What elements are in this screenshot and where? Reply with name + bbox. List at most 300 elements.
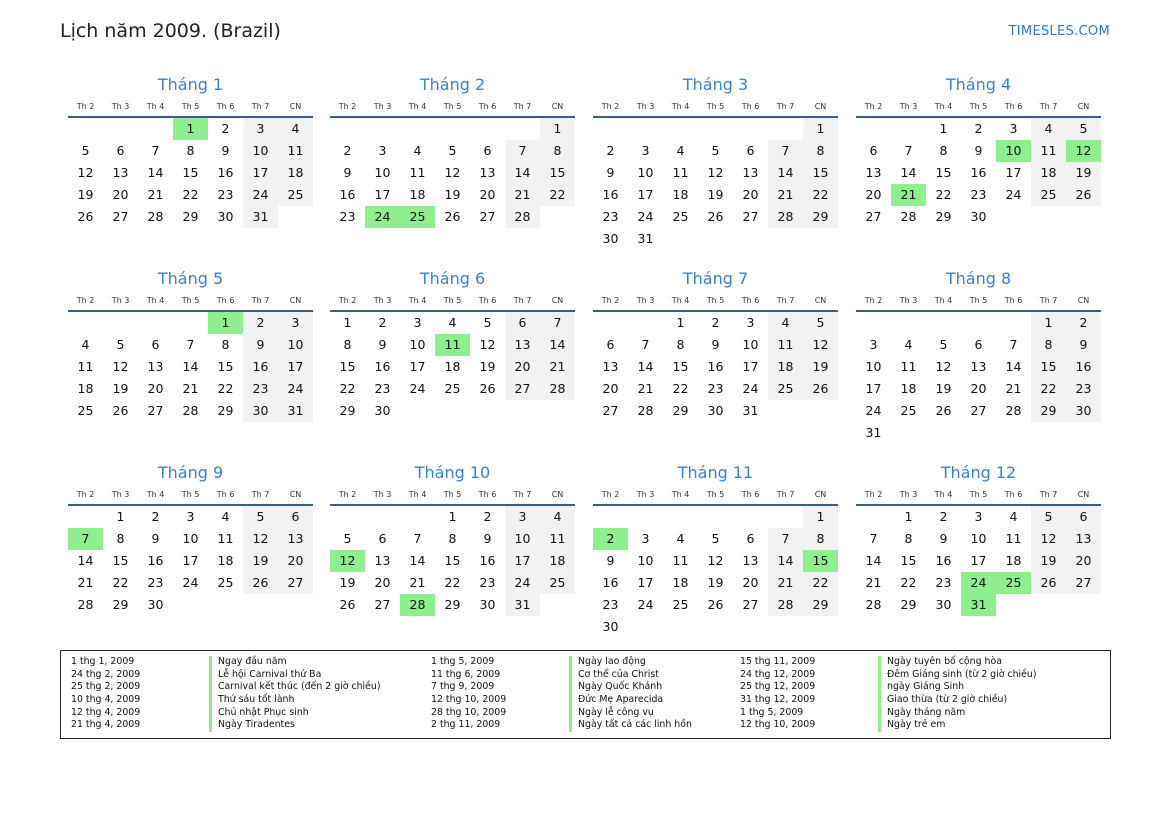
day-cell: 24 bbox=[182, 575, 199, 590]
day-cell: 30 bbox=[479, 597, 496, 612]
day-cell: 26 bbox=[479, 381, 496, 396]
day-cell: 30 bbox=[374, 403, 391, 418]
month-1 bbox=[68, 73, 313, 228]
legend-holiday-name: Lễ hội Carnival thứ Ba bbox=[209, 669, 321, 682]
day-cell: 29 bbox=[182, 209, 199, 224]
legend-date: 11 thg 6, 2009 bbox=[431, 668, 501, 680]
weekday-label: Th 6 bbox=[478, 102, 497, 111]
weekday-label: Th 5 bbox=[443, 102, 462, 111]
page-title: Lịch năm 2009. (Brazil) bbox=[60, 20, 281, 42]
day-grid bbox=[593, 506, 838, 638]
day-cell: 21 bbox=[1005, 381, 1022, 396]
day-cell: 31 bbox=[865, 425, 882, 440]
day-cell: 3 bbox=[1009, 121, 1018, 136]
day-cell: 1 bbox=[939, 121, 948, 136]
month-10 bbox=[330, 461, 575, 616]
holiday-day-cell: 1 bbox=[208, 312, 243, 334]
weekday-label: Th 4 bbox=[408, 490, 427, 499]
weekday-header bbox=[330, 293, 575, 309]
legend-date: 12 thg 10, 2009 bbox=[740, 719, 816, 731]
legend-holiday-name: Ngày lễ công vụ bbox=[569, 707, 654, 720]
day-cell: 22 bbox=[900, 575, 917, 590]
legend-date: 2 thg 11, 2009 bbox=[431, 719, 501, 731]
day-cell: 29 bbox=[217, 403, 234, 418]
day-cell: 21 bbox=[768, 572, 803, 594]
day-cell: 29 bbox=[339, 403, 356, 418]
day-cell: 8 bbox=[676, 337, 685, 352]
day-cell: 4 bbox=[540, 506, 575, 528]
weekday-label: Th 4 bbox=[408, 102, 427, 111]
day-cell: 7 bbox=[151, 143, 160, 158]
weekday-label: Th 7 bbox=[1039, 296, 1058, 305]
day-cell: 3 bbox=[746, 315, 755, 330]
weekday-label: Th 2 bbox=[601, 296, 620, 305]
day-cell: 4 bbox=[413, 143, 422, 158]
weekday-label: Th 5 bbox=[969, 490, 988, 499]
day-cell: 17 bbox=[243, 162, 278, 184]
day-cell: 19 bbox=[112, 381, 129, 396]
day-cell: 26 bbox=[243, 572, 278, 594]
day-cell: 5 bbox=[711, 143, 720, 158]
day-cell: 10 bbox=[374, 165, 391, 180]
day-cell: 11 bbox=[900, 359, 917, 374]
empty-cell bbox=[400, 118, 435, 140]
day-cell: 3 bbox=[413, 315, 422, 330]
month-title: Tháng 11 bbox=[677, 463, 754, 482]
day-cell: 19 bbox=[935, 381, 952, 396]
holiday-day-cell: 7 bbox=[68, 528, 103, 550]
day-cell: 23 bbox=[479, 575, 496, 590]
day-cell: 20 bbox=[479, 187, 496, 202]
day-cell: 28 bbox=[77, 597, 94, 612]
day-cell: 18 bbox=[900, 381, 917, 396]
empty-cell bbox=[856, 312, 891, 334]
day-cell: 26 bbox=[1031, 572, 1066, 594]
weekday-header bbox=[856, 99, 1101, 115]
month-title: Tháng 9 bbox=[157, 463, 224, 482]
day-cell: 29 bbox=[803, 206, 838, 228]
day-cell: 23 bbox=[339, 209, 356, 224]
day-cell: 21 bbox=[182, 381, 199, 396]
day-cell: 27 bbox=[479, 209, 496, 224]
weekday-label: Th 3 bbox=[636, 296, 655, 305]
empty-cell bbox=[365, 506, 400, 528]
day-cell: 22 bbox=[935, 187, 952, 202]
weekday-label: Th 4 bbox=[146, 490, 165, 499]
day-cell: 1 bbox=[1031, 312, 1066, 334]
day-cell: 2 bbox=[151, 509, 160, 524]
day-cell: 3 bbox=[869, 337, 878, 352]
month-title: Tháng 10 bbox=[414, 463, 491, 482]
day-cell: 17 bbox=[1005, 165, 1022, 180]
weekday-label: Th 2 bbox=[338, 296, 357, 305]
holiday-day-cell: 10 bbox=[996, 140, 1031, 162]
day-cell: 13 bbox=[742, 165, 759, 180]
day-cell: 19 bbox=[1031, 550, 1066, 572]
day-cell: 10 bbox=[182, 531, 199, 546]
day-cell: 16 bbox=[602, 187, 619, 202]
day-grid bbox=[593, 312, 838, 422]
day-cell: 22 bbox=[1031, 378, 1066, 400]
day-cell: 3 bbox=[505, 506, 540, 528]
day-cell: 4 bbox=[1009, 509, 1018, 524]
weekday-label: Th 7 bbox=[251, 490, 270, 499]
day-cell: 15 bbox=[217, 359, 234, 374]
holiday-day-cell: 15 bbox=[803, 550, 838, 572]
day-cell: 22 bbox=[339, 381, 356, 396]
day-cell: 13 bbox=[970, 359, 987, 374]
day-cell: 24 bbox=[409, 381, 426, 396]
day-cell: 11 bbox=[77, 359, 94, 374]
day-cell: 21 bbox=[409, 575, 426, 590]
day-cell: 11 bbox=[768, 334, 803, 356]
day-cell: 26 bbox=[803, 378, 838, 400]
day-cell: 4 bbox=[448, 315, 457, 330]
weekday-label: Th 2 bbox=[338, 102, 357, 111]
day-cell: 20 bbox=[147, 381, 164, 396]
day-cell: 9 bbox=[974, 143, 983, 158]
empty-cell bbox=[365, 118, 400, 140]
day-cell: 24 bbox=[865, 403, 882, 418]
day-grid bbox=[68, 506, 313, 616]
day-cell: 5 bbox=[711, 531, 720, 546]
day-cell: 1 bbox=[904, 509, 913, 524]
day-cell: 18 bbox=[77, 381, 94, 396]
month-11 bbox=[593, 461, 838, 638]
day-cell: 3 bbox=[378, 143, 387, 158]
month-title: Tháng 6 bbox=[419, 269, 486, 288]
empty-cell bbox=[926, 312, 961, 334]
day-cell: 25 bbox=[540, 572, 575, 594]
day-cell: 5 bbox=[448, 143, 457, 158]
day-cell: 2 bbox=[606, 143, 615, 158]
day-cell: 16 bbox=[339, 187, 356, 202]
day-cell: 28 bbox=[768, 594, 803, 616]
empty-cell bbox=[733, 118, 768, 140]
day-cell: 1 bbox=[676, 315, 685, 330]
day-cell: 26 bbox=[112, 403, 129, 418]
day-cell: 2 bbox=[243, 312, 278, 334]
day-cell: 28 bbox=[768, 206, 803, 228]
day-cell: 26 bbox=[707, 597, 724, 612]
weekday-header bbox=[68, 293, 313, 309]
day-cell: 10 bbox=[637, 165, 654, 180]
day-cell: 23 bbox=[147, 575, 164, 590]
day-cell: 5 bbox=[243, 506, 278, 528]
day-cell: 21 bbox=[77, 575, 94, 590]
day-cell: 13 bbox=[374, 553, 391, 568]
weekday-label: Th 5 bbox=[706, 490, 725, 499]
empty-cell bbox=[173, 312, 208, 334]
legend-holiday-name: Carnival kết thúc (đến 2 giờ chiều) bbox=[209, 681, 381, 694]
day-cell: 1 bbox=[116, 509, 125, 524]
day-grid bbox=[856, 312, 1101, 444]
weekday-label: CN bbox=[814, 296, 827, 305]
legend-holiday-name: Ngày Tiradentes bbox=[209, 719, 295, 732]
day-cell: 30 bbox=[1066, 400, 1101, 422]
month-3 bbox=[593, 73, 838, 250]
legend-holiday-name: Đêm Giáng sinh (từ 2 giờ chiều) bbox=[878, 669, 1037, 682]
day-cell: 24 bbox=[637, 597, 654, 612]
day-grid bbox=[856, 118, 1101, 228]
legend-date: 24 thg 12, 2009 bbox=[740, 668, 816, 680]
month-title: Tháng 5 bbox=[157, 269, 224, 288]
empty-cell bbox=[435, 118, 470, 140]
weekday-label: Th 6 bbox=[741, 102, 760, 111]
day-cell: 9 bbox=[221, 143, 230, 158]
month-title: Tháng 8 bbox=[945, 269, 1012, 288]
holiday-day-cell: 25 bbox=[996, 572, 1031, 594]
empty-cell bbox=[68, 506, 103, 528]
weekday-label: Th 7 bbox=[776, 296, 795, 305]
day-cell: 30 bbox=[707, 403, 724, 418]
day-cell: 30 bbox=[970, 209, 987, 224]
day-cell: 6 bbox=[1066, 506, 1101, 528]
weekday-label: Th 6 bbox=[478, 490, 497, 499]
day-cell: 14 bbox=[147, 165, 164, 180]
day-cell: 30 bbox=[217, 209, 234, 224]
day-cell: 6 bbox=[378, 531, 387, 546]
day-cell: 1 bbox=[803, 118, 838, 140]
empty-cell bbox=[68, 118, 103, 140]
legend-date: 12 thg 4, 2009 bbox=[71, 706, 141, 718]
day-cell: 9 bbox=[483, 531, 492, 546]
empty-cell bbox=[593, 312, 628, 334]
day-cell: 15 bbox=[1031, 356, 1066, 378]
day-cell: 7 bbox=[540, 312, 575, 334]
day-cell: 11 bbox=[409, 165, 426, 180]
weekday-label: Th 7 bbox=[776, 102, 795, 111]
day-cell: 8 bbox=[803, 140, 838, 162]
empty-cell bbox=[470, 118, 505, 140]
day-cell: 14 bbox=[540, 334, 575, 356]
day-cell: 22 bbox=[540, 184, 575, 206]
day-cell: 27 bbox=[865, 209, 882, 224]
day-cell: 16 bbox=[243, 356, 278, 378]
month-7 bbox=[593, 267, 838, 422]
day-cell: 13 bbox=[147, 359, 164, 374]
weekday-label: CN bbox=[551, 296, 564, 305]
empty-cell bbox=[698, 118, 733, 140]
day-grid bbox=[68, 118, 313, 228]
day-cell: 16 bbox=[602, 575, 619, 590]
day-cell: 17 bbox=[505, 550, 540, 572]
weekday-label: CN bbox=[551, 490, 564, 499]
weekday-label: Th 4 bbox=[671, 490, 690, 499]
day-cell: 27 bbox=[742, 597, 759, 612]
brand-link[interactable]: TIMESLES.COM bbox=[1008, 24, 1110, 39]
day-cell: 27 bbox=[602, 403, 619, 418]
weekday-label: CN bbox=[814, 102, 827, 111]
day-cell: 6 bbox=[505, 312, 540, 334]
weekday-label: Th 3 bbox=[636, 102, 655, 111]
day-cell: 13 bbox=[278, 528, 313, 550]
weekday-label: Th 2 bbox=[601, 102, 620, 111]
day-cell: 24 bbox=[505, 572, 540, 594]
weekday-label: Th 3 bbox=[636, 490, 655, 499]
day-cell: 2 bbox=[221, 121, 230, 136]
weekday-label: Th 7 bbox=[251, 296, 270, 305]
day-grid bbox=[330, 312, 575, 422]
day-cell: 13 bbox=[479, 165, 496, 180]
day-cell: 7 bbox=[186, 337, 195, 352]
day-cell: 16 bbox=[707, 359, 724, 374]
legend-holiday-name: Giao thừa (từ 2 giờ chiều) bbox=[878, 694, 1007, 707]
empty-cell bbox=[138, 118, 173, 140]
day-cell: 23 bbox=[217, 187, 234, 202]
legend-holiday-name: Ngày tuyên bố cộng hòa bbox=[878, 656, 1002, 669]
day-grid bbox=[330, 118, 575, 228]
day-cell: 3 bbox=[186, 509, 195, 524]
legend-date: 1 thg 5, 2009 bbox=[740, 706, 804, 718]
day-cell: 30 bbox=[147, 597, 164, 612]
day-cell: 17 bbox=[637, 187, 654, 202]
day-cell: 5 bbox=[1066, 118, 1101, 140]
day-cell: 20 bbox=[602, 381, 619, 396]
day-cell: 16 bbox=[935, 553, 952, 568]
holiday-day-cell: 28 bbox=[400, 594, 435, 616]
day-cell: 28 bbox=[182, 403, 199, 418]
weekday-label: Th 4 bbox=[934, 102, 953, 111]
day-cell: 4 bbox=[676, 143, 685, 158]
day-cell: 25 bbox=[278, 184, 313, 206]
weekday-label: Th 4 bbox=[408, 296, 427, 305]
day-cell: 31 bbox=[742, 403, 759, 418]
empty-cell bbox=[768, 118, 803, 140]
day-cell: 7 bbox=[768, 528, 803, 550]
day-cell: 12 bbox=[77, 165, 94, 180]
month-title: Tháng 12 bbox=[940, 463, 1017, 482]
day-cell: 15 bbox=[339, 359, 356, 374]
day-cell: 13 bbox=[865, 165, 882, 180]
day-cell: 12 bbox=[707, 165, 724, 180]
weekday-label: Th 7 bbox=[513, 296, 532, 305]
weekday-label: Th 3 bbox=[111, 102, 130, 111]
weekday-label: CN bbox=[1077, 296, 1090, 305]
day-cell: 11 bbox=[540, 528, 575, 550]
day-cell: 17 bbox=[409, 359, 426, 374]
day-cell: 10 bbox=[970, 531, 987, 546]
empty-cell bbox=[856, 118, 891, 140]
day-cell: 15 bbox=[672, 359, 689, 374]
day-cell: 9 bbox=[1066, 334, 1101, 356]
day-cell: 31 bbox=[505, 594, 540, 616]
weekday-label: Th 6 bbox=[1004, 296, 1023, 305]
day-cell: 6 bbox=[974, 337, 983, 352]
day-cell: 23 bbox=[602, 209, 619, 224]
legend-date: 10 thg 4, 2009 bbox=[71, 694, 141, 706]
day-cell: 3 bbox=[641, 531, 650, 546]
weekday-header bbox=[856, 487, 1101, 503]
day-cell: 28 bbox=[1005, 403, 1022, 418]
day-cell: 28 bbox=[147, 209, 164, 224]
weekday-label: Th 2 bbox=[76, 490, 95, 499]
day-cell: 4 bbox=[676, 531, 685, 546]
day-cell: 4 bbox=[278, 118, 313, 140]
legend-date: 31 thg 12, 2009 bbox=[740, 694, 816, 706]
empty-cell bbox=[891, 312, 926, 334]
weekday-label: Th 2 bbox=[76, 296, 95, 305]
day-cell: 31 bbox=[243, 206, 278, 228]
day-cell: 21 bbox=[865, 575, 882, 590]
holiday-day-cell: 24 bbox=[365, 206, 400, 228]
day-cell: 20 bbox=[1066, 550, 1101, 572]
day-cell: 13 bbox=[112, 165, 129, 180]
day-cell: 1 bbox=[803, 506, 838, 528]
day-cell: 25 bbox=[77, 403, 94, 418]
day-cell: 11 bbox=[1031, 140, 1066, 162]
legend-date: 1 thg 5, 2009 bbox=[431, 656, 495, 667]
day-cell: 19 bbox=[77, 187, 94, 202]
day-cell: 13 bbox=[1066, 528, 1101, 550]
day-cell: 16 bbox=[217, 165, 234, 180]
weekday-label: CN bbox=[289, 490, 302, 499]
day-cell: 12 bbox=[707, 553, 724, 568]
day-cell: 28 bbox=[540, 378, 575, 400]
day-cell: 29 bbox=[900, 597, 917, 612]
legend-holiday-name: Ngày tháng năm bbox=[878, 707, 965, 720]
weekday-header bbox=[68, 99, 313, 115]
weekday-label: Th 7 bbox=[776, 490, 795, 499]
day-cell: 29 bbox=[112, 597, 129, 612]
day-cell: 6 bbox=[116, 143, 125, 158]
day-cell: 26 bbox=[77, 209, 94, 224]
day-cell: 27 bbox=[505, 378, 540, 400]
day-cell: 14 bbox=[900, 165, 917, 180]
day-cell: 23 bbox=[970, 187, 987, 202]
empty-cell bbox=[330, 118, 365, 140]
day-cell: 10 bbox=[865, 359, 882, 374]
day-cell: 7 bbox=[641, 337, 650, 352]
day-cell: 22 bbox=[803, 572, 838, 594]
day-cell: 23 bbox=[935, 575, 952, 590]
day-cell: 23 bbox=[243, 378, 278, 400]
day-cell: 23 bbox=[1066, 378, 1101, 400]
holiday-day-cell: 1 bbox=[173, 118, 208, 140]
day-cell: 12 bbox=[479, 337, 496, 352]
day-cell: 19 bbox=[803, 356, 838, 378]
weekday-label: Th 6 bbox=[216, 296, 235, 305]
weekday-label: Th 3 bbox=[899, 296, 918, 305]
weekday-label: CN bbox=[289, 102, 302, 111]
weekday-header bbox=[330, 487, 575, 503]
month-title: Tháng 2 bbox=[419, 75, 486, 94]
day-cell: 18 bbox=[540, 550, 575, 572]
day-cell: 30 bbox=[935, 597, 952, 612]
holiday-day-cell: 25 bbox=[400, 206, 435, 228]
day-cell: 17 bbox=[278, 356, 313, 378]
empty-cell bbox=[698, 506, 733, 528]
day-cell: 20 bbox=[865, 187, 882, 202]
day-cell: 5 bbox=[1031, 506, 1066, 528]
empty-cell bbox=[768, 506, 803, 528]
month-2 bbox=[330, 73, 575, 228]
day-cell: 1 bbox=[540, 118, 575, 140]
day-cell: 28 bbox=[505, 206, 540, 228]
day-cell: 28 bbox=[865, 597, 882, 612]
day-cell: 8 bbox=[803, 528, 838, 550]
day-cell: 11 bbox=[278, 140, 313, 162]
month-6 bbox=[330, 267, 575, 422]
day-cell: 5 bbox=[939, 337, 948, 352]
day-cell: 18 bbox=[672, 187, 689, 202]
day-cell: 12 bbox=[803, 334, 838, 356]
day-cell: 17 bbox=[182, 553, 199, 568]
weekday-label: Th 5 bbox=[181, 102, 200, 111]
weekday-label: Th 2 bbox=[601, 490, 620, 499]
weekday-label: Th 6 bbox=[216, 490, 235, 499]
day-cell: 14 bbox=[637, 359, 654, 374]
